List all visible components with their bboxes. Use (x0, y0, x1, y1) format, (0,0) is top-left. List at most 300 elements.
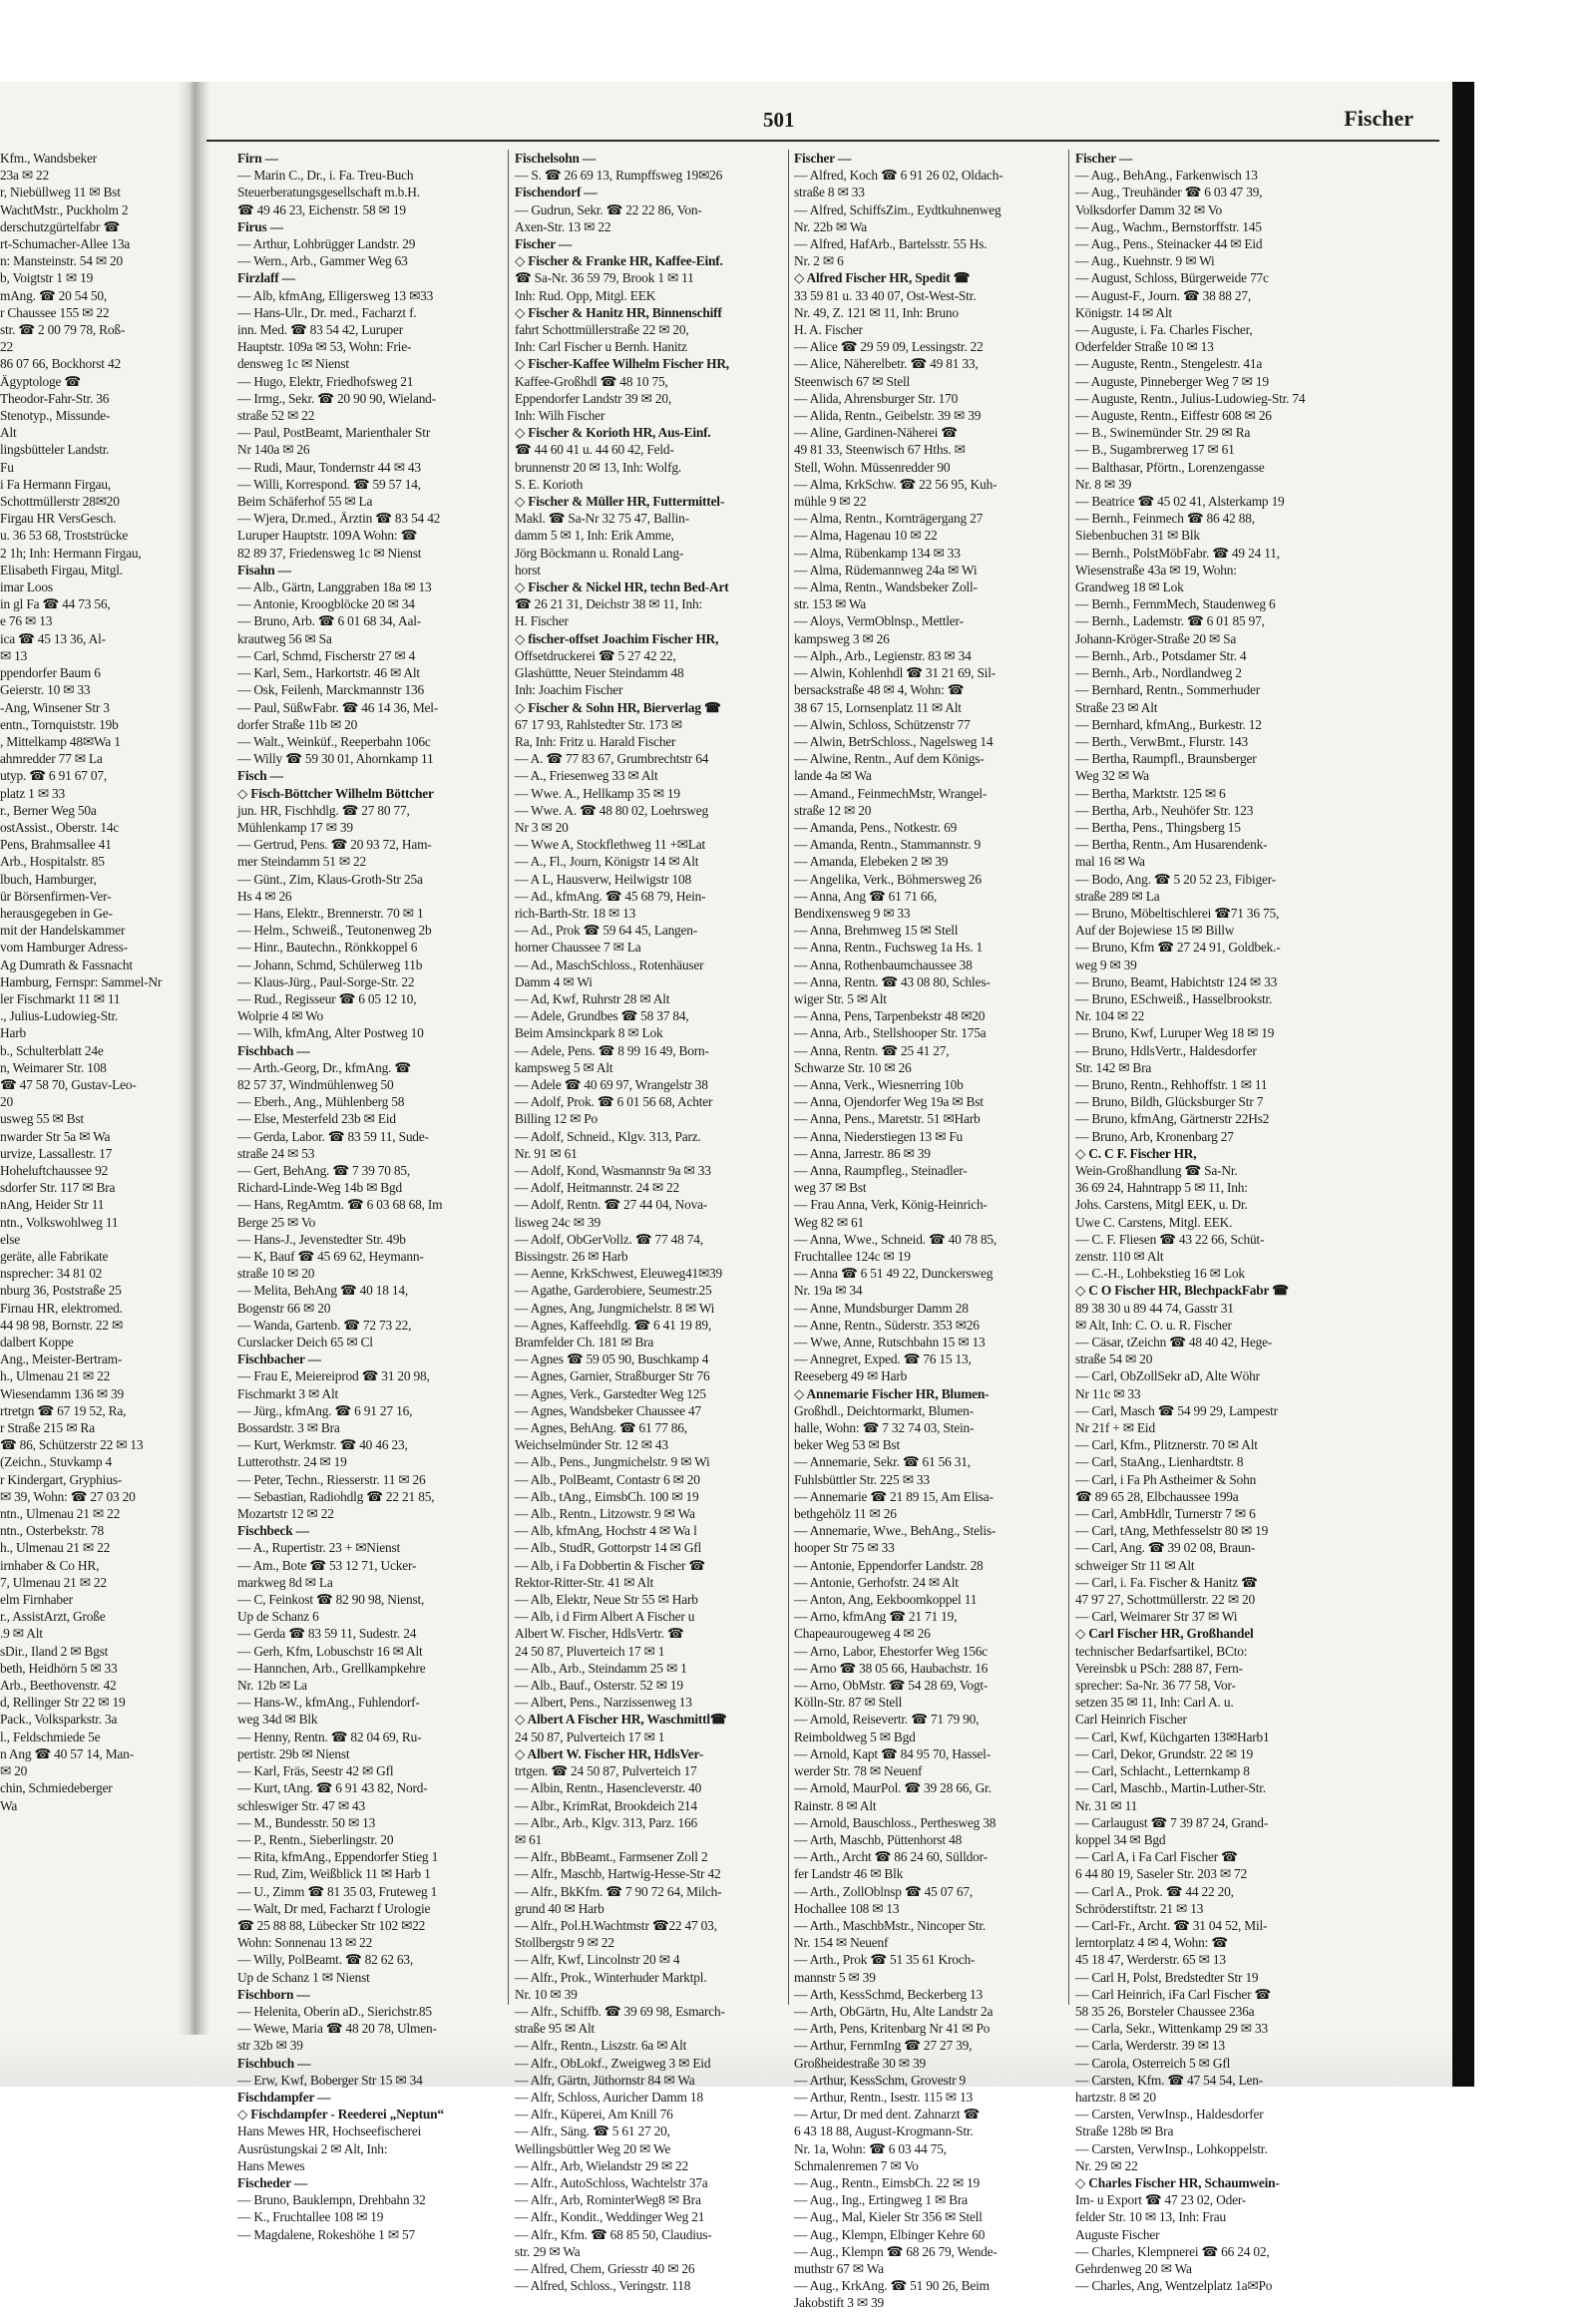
directory-entry-line: ◇ Albert W. Fischer HR, HdlsVer- (515, 1745, 704, 1761)
directory-entry-line: — Paul, SüßwFabr. ☎ 46 14 36, Mel- (237, 699, 439, 715)
directory-entry-line: — Bertha, Pens., Thingsberg 15 (1075, 819, 1241, 835)
directory-entry-line: Fuhlsbüttler Str. 225 ✉ 33 (794, 1471, 930, 1487)
directory-entry-line: r Chaussee 155 ✉ 22 (0, 304, 110, 320)
directory-entry-line: — Aug., Ing., Ertingweg 1 ✉ Bra (794, 2192, 968, 2208)
directory-entry-line: — Carl, i Fa Ph Astheimer & Sohn (1075, 1471, 1257, 1487)
directory-entry-line: Reimboldweg 5 ✉ Bgd (794, 1729, 916, 1744)
directory-entry-line: ica ☎ 45 13 36, Al- (0, 630, 106, 646)
directory-entry-line: lisweg 24c ✉ 39 (515, 1214, 600, 1230)
directory-entry-line: 24 50 87, Pulverteich 17 ✉ 1 (515, 1729, 665, 1744)
directory-entry-line: — C, Feinkost ☎ 82 90 98, Nienst, (237, 1592, 425, 1608)
directory-entry-line: Bossardstr. 3 ✉ Bra (237, 1420, 340, 1436)
directory-entry-line: ✉ 39, Wohn: ☎ 27 03 20 (0, 1488, 136, 1504)
running-title: Fischer (1344, 106, 1413, 131)
directory-entry-line: ◇ Fischer & Korioth HR, Aus-Einf. (515, 425, 711, 441)
directory-entry-line: — Helenita, Oberin aD., Sierichstr.85 (237, 2003, 432, 2019)
directory-entry-line: — Carl, Masch ☎ 54 99 29, Lampestr (1075, 1402, 1278, 1418)
directory-entry-line: Harb (0, 1025, 26, 1041)
directory-entry-line: 6 43 18 88, August-Krogmann-Str. (794, 2123, 974, 2139)
directory-entry-line: — Amanda, Elebeken 2 ✉ 39 (794, 854, 949, 870)
directory-entry-line: Glashüttte, Neuer Steindamm 48 (515, 665, 684, 681)
directory-entry-line: — Annemarie, Wwe., BehAng., Stelis- (794, 1523, 997, 1539)
directory-entry-line: Bendixensweg 9 ✉ 33 (794, 905, 911, 921)
directory-entry-line: Kaffee-Großhdl ☎ 48 10 75, (515, 373, 668, 389)
directory-entry-line: Volksdorfer Damm 32 ✉ Vo (1075, 201, 1223, 217)
directory-entry-line: Hs 4 ✉ 26 (237, 888, 292, 904)
directory-entry-line: chin, Schmiedeberger (0, 1780, 113, 1796)
directory-entry-line: — Aloys, VermOblnsp., Mettler- (794, 613, 964, 629)
directory-entry-line: — Ad., Prok ☎ 59 64 45, Langen- (515, 923, 698, 939)
directory-entry-line: straße 12 ✉ 20 (794, 802, 872, 818)
directory-entry-line: Schottmüllerstr 28✉20 (0, 494, 120, 510)
directory-entry-line: Mozartstr 12 ✉ 22 (237, 1506, 334, 1522)
directory-entry-line: — Günt., Zim, Klaus-Groth-Str 25a (237, 871, 423, 887)
directory-entry-line: sprecher: Sa-Nr. 36 77 58, Vor- (1075, 1678, 1236, 1694)
directory-entry-line: — Henny, Rentn. ☎ 82 04 69, Ru- (237, 1729, 422, 1744)
directory-entry-line: in gl Fa ☎ 44 73 56, (0, 596, 111, 612)
directory-entry-line: — Bernh., PolstMöbFabr. ☎ 49 24 11, (1075, 545, 1280, 561)
directory-entry-line: derschutzgürtelfabr ☎ (0, 218, 120, 234)
directory-entry-line: urvize, Lassallestr. 17 (0, 1145, 113, 1161)
column-divider (508, 150, 509, 2005)
directory-entry-line: — Bruno, Arb. ☎ 6 01 68 34, Aal- (237, 613, 421, 629)
directory-entry-line: Nr. 29 ✉ 22 (1075, 2157, 1138, 2173)
directory-entry-line: — Wern., Arb., Gammer Weg 63 (237, 253, 408, 269)
directory-entry-line: — Carl, AmbHdlr, Turnerstr 7 ✉ 6 (1075, 1506, 1256, 1522)
directory-entry-line: kampsweg 5 ✉ Alt (515, 1059, 613, 1075)
directory-entry-line: — Alma, Rüdemannweg 24a ✉ Wi (794, 562, 978, 578)
directory-entry-line: Curslacker Deich 65 ✉ Cl (237, 1335, 373, 1350)
directory-entry-line: inn. Med. ☎ 83 54 42, Luruper (237, 322, 403, 338)
directory-entry-line: — Alma, KrkSchw. ☎ 22 56 95, Kuh- (794, 476, 998, 492)
directory-entry-line: — Anna ☎ 6 51 49 22, Dunckersweg (794, 1266, 994, 1282)
directory-entry-line: — Alb., Arb., Steindamm 25 ✉ 1 (515, 1660, 687, 1676)
directory-entry-line: H. Fischer (515, 613, 569, 629)
directory-entry-line: — Paul, PostBeamt, Marienthaler Str (237, 425, 431, 441)
directory-entry-line: — Gudrun, Sekr. ☎ 22 22 86, Von- (515, 201, 702, 217)
directory-entry-line: — Carl H, Polst, Bredstedter Str 19 (1075, 1969, 1259, 1985)
directory-entry-line: — Klaus-Jürg., Paul-Sorge-Str. 22 (237, 973, 415, 989)
directory-entry-line: — Antonie, Gerhofstr. 24 ✉ Alt (794, 1574, 959, 1590)
directory-entry-line: — A., Friesenweg 33 ✉ Alt (515, 768, 658, 784)
directory-entry-line: — Am., Bote ☎ 53 12 71, Ucker- (237, 1557, 417, 1573)
directory-entry-line: ◇ Alfred Fischer HR, Spedit ☎ (794, 270, 971, 286)
directory-entry-line: — Bruno, Beamt, Habichtstr 124 ✉ 33 (1075, 973, 1278, 989)
directory-entry-line: Inh: Rud. Opp, Mitgl. EEK (515, 287, 656, 303)
directory-entry-line: — Alfr., BbBeamt., Farmsener Zoll 2 (515, 1849, 708, 1865)
directory-entry-line: — Agnes, Verk., Garstedter Weg 125 (515, 1385, 706, 1401)
directory-entry-line: 22 (0, 339, 13, 355)
directory-entry-line: — Alfr, Schloss, Auricher Damm 18 (515, 2089, 703, 2105)
directory-entry-line: Firnau HR, elektromed. (0, 1300, 123, 1316)
directory-entry-line: — Anna, Rentn. ☎ 43 08 80, Schles- (794, 973, 991, 989)
column-divider (788, 150, 789, 2005)
directory-entry-line: — Arth, Pens, Kritenbarg Nr 41 ✉ Po (794, 2021, 991, 2037)
directory-entry-line: — Alfr., AutoSchloss, Wachtelstr 37a (515, 2174, 708, 2190)
directory-entry-line: , Mittelkamp 48✉Wa 1 (0, 733, 121, 749)
directory-entry-line: — Bruno, Rentn., Rehhoffstr. 1 ✉ 11 (1075, 1076, 1268, 1092)
directory-entry-line: pertistr. 29b ✉ Nienst (237, 1745, 350, 1761)
directory-entry-line: — Bernh., Feinmech ☎ 86 42 88, (1075, 511, 1255, 527)
directory-entry-line: Wellingsbüttler Weg 20 ✉ We (515, 2140, 671, 2156)
directory-entry-line: — Charles, Klempnerei ☎ 66 24 02, (1075, 2243, 1270, 2259)
directory-entry-line: — Kurt, tAng. ☎ 6 91 43 82, Nord- (237, 1780, 428, 1796)
directory-entry-line: (Zeichn., Stuvkamp 4 (0, 1454, 113, 1470)
directory-entry-line: — Carl, Schlacht., Letternkamp 8 (1075, 1763, 1250, 1779)
directory-entry-line: — Alb., Gärtn, Langgraben 18a ✉ 13 (237, 579, 432, 595)
column-4 (1075, 150, 1343, 2294)
directory-entry-line: straße 54 ✉ 20 (1075, 1351, 1153, 1367)
directory-entry-line: utyp. ☎ 6 91 67 07, (0, 768, 107, 784)
directory-entry-line: — Carl, Kwf, Küchgarten 13✉Harb1 (1075, 1729, 1270, 1744)
directory-entry-line: 67 17 93, Rahlstedter Str. 173 ✉ (515, 716, 682, 732)
directory-entry-line: Nr. 19a ✉ 34 (794, 1283, 863, 1299)
directory-entry-line: Nr. 1a, Wohn: ☎ 6 03 44 75, (794, 2140, 947, 2156)
directory-entry-line: halle, Wohn: ☎ 7 32 74 03, Stein- (794, 1420, 975, 1436)
directory-entry-line: r., Berner Weg 50a (0, 802, 97, 818)
directory-entry-line: — Annemarie ☎ 21 89 15, Am Elisa- (794, 1488, 994, 1504)
directory-entry-line: — Alwin, Schloss, Schützenstr 77 (794, 716, 971, 732)
directory-entry-line: — Auguste, Rentn., Julius-Ludowieg-Str. 74 (1075, 390, 1306, 406)
directory-entry-line: — P., Rentn., Sieberlingstr. 20 (237, 1831, 394, 1847)
directory-entry-line: — Alice, Näherelbetr. ☎ 49 81 33, (794, 356, 979, 372)
directory-entry-line: — Artur, Dr med dent. Zahnarzt ☎ (794, 2107, 980, 2122)
directory-entry-line: Fischendorf — (515, 185, 598, 200)
directory-entry-line: ☎ 26 21 31, Deichstr 38 ✉ 11, Inh: (515, 596, 702, 612)
directory-entry-line: Schwarze Str. 10 ✉ 26 (794, 1059, 912, 1075)
directory-entry-line: — Carl, Kfm., Plitznerstr. 70 ✉ Alt (1075, 1437, 1258, 1453)
directory-entry-line: — Adolf, ObGerVollz. ☎ 77 48 74, (515, 1231, 703, 1247)
directory-entry-line: ◇ Fischer-Kaffee Wilhelm Fischer HR, (515, 356, 729, 372)
directory-entry-line: — Alfr., Prok., Winterhuder Marktpl. (515, 1969, 707, 1985)
directory-entry-line: Pens, Brahmsallee 41 (0, 837, 112, 853)
directory-entry-line: — Arth, Maschb, Püttenhorst 48 (794, 1831, 963, 1847)
directory-entry-line: — Anna, Jarrestr. 86 ✉ 39 (794, 1145, 931, 1161)
directory-entry-line: Rainstr. 8 ✉ Alt (794, 1797, 877, 1813)
directory-entry-line: — Carl, tAng, Methfesselstr 80 ✉ 19 (1075, 1523, 1269, 1539)
directory-entry-line: — A., Rupertistr. 23 + ✉Nienst (237, 1540, 401, 1556)
directory-entry-line: damm 5 ✉ 1, Inh: Erik Amme, (515, 528, 674, 544)
directory-entry-line: straße 52 ✉ 22 (237, 408, 315, 424)
directory-entry-line: — Alfr., BkKfm. ☎ 7 90 72 64, Milch- (515, 1883, 722, 1899)
directory-entry-line: — C. F. Fliesen ☎ 43 22 66, Schüt- (1075, 1231, 1265, 1247)
directory-entry-line: straße 10 ✉ 20 (237, 1266, 315, 1282)
directory-entry-line: hartzstr. 8 ✉ 20 (1075, 2089, 1156, 2105)
directory-entry-line: — Alma, Rentn., Kornträgergang 27 (794, 511, 984, 527)
directory-entry-line: — A. ☎ 77 83 67, Grumbrechtstr 64 (515, 751, 709, 767)
directory-entry-line: — Alfr., ObLokf., Zweigweg 3 ✉ Eid (515, 2055, 711, 2071)
directory-entry-line: — Bruno, Möbeltischlerei ☎71 36 75, (1075, 905, 1280, 921)
directory-entry-line: — K, Bauf ☎ 45 69 62, Heymann- (237, 1249, 424, 1264)
directory-entry-line: Firzlaff — (237, 270, 295, 286)
directory-entry-line: ◇ Fisch-Böttcher Wilhelm Böttcher (237, 785, 434, 801)
directory-entry-line: wiger Str. 5 ✉ Alt (794, 990, 887, 1006)
directory-entry-line: rtretgn ☎ 67 19 52, Ra, (0, 1402, 127, 1418)
directory-entry-line: str. ☎ 2 00 79 78, Roß- (0, 322, 126, 338)
directory-entry-line: — Alb., tAng., EimsbCh. 100 ✉ 19 (515, 1488, 699, 1504)
directory-entry-line: ◇ Annemarie Fischer HR, Blumen- (794, 1385, 990, 1401)
directory-entry-line: — Alph., Arb., Legienstr. 83 ✉ 34 (794, 647, 972, 663)
directory-entry-line: — Albr., Arb., Klgv. 313, Parz. 166 (515, 1814, 697, 1830)
directory-entry-line: — S. ☎ 26 69 13, Rumpffsweg 19✉26 (515, 168, 723, 184)
directory-entry-line: — Carl, ObZollSekr aD, Alte Wöhr (1075, 1368, 1260, 1384)
directory-entry-line: — Bernh., Arb., Potsdamer Str. 4 (1075, 647, 1247, 663)
directory-entry-line: ☎ Sa-Nr. 36 59 79, Brook 1 ✉ 11 (515, 270, 694, 286)
directory-entry-line: h., Ulmenau 21 ✉ 22 (0, 1368, 111, 1384)
directory-entry-line: — Arno ☎ 38 05 66, Haubachstr. 16 (794, 1660, 989, 1676)
directory-entry-line: weg 34d ✉ Blk (237, 1712, 318, 1728)
directory-entry-line: rt-Schumacher-Allee 13a (0, 236, 131, 252)
directory-entry-line: ler Fischmarkt 11 ✉ 11 (0, 990, 121, 1006)
directory-entry-line: ntn., Ulmenau 21 ✉ 22 (0, 1506, 121, 1522)
directory-entry-line: — Bertha, Arb., Neuhöfer Str. 123 (1075, 802, 1254, 818)
directory-entry-line: 20 (0, 1094, 13, 1110)
directory-entry-line: Hans Mewes HR, Hochseefischerei (237, 2123, 422, 2139)
directory-entry-line: straße 289 ✉ La (1075, 888, 1160, 904)
directory-entry-line: — Antonie, Eppendorfer Landstr. 28 (794, 1557, 984, 1573)
directory-entry-line: — Arnold, Kapt ☎ 84 95 70, Hassel- (794, 1745, 991, 1761)
directory-entry-line: 6 44 80 19, Saseler Str. 203 ✉ 72 (1075, 1866, 1247, 1882)
directory-entry-line: — Carl Heinrich, iFa Carl Fischer ☎ (1075, 1986, 1271, 2002)
directory-entry-line: ☎ 86, Schützerstr 22 ✉ 13 (0, 1437, 144, 1453)
directory-entry-line: ☎ 44 60 41 u. 44 60 42, Feld- (515, 442, 674, 458)
directory-entry-line: dalbert Koppe (0, 1335, 74, 1350)
directory-entry-line: — Hans, RegAmtm. ☎ 6 03 68 68, Im (237, 1197, 443, 1213)
directory-entry-line: ◇ Charles Fischer HR, Schaumwein- (1075, 2174, 1280, 2190)
directory-entry-line: — Arnold, Reisevertr. ☎ 71 79 90, (794, 1712, 980, 1728)
directory-entry-line: — Aug., Pens., Steinacker 44 ✉ Eid (1075, 236, 1263, 252)
directory-entry-line: else (0, 1231, 21, 1247)
directory-entry-line: — Anna, Arb., Stellshooper Str. 175a (794, 1025, 987, 1041)
directory-entry-line: — Aenne, KrkSchwest, Eleuweg41✉39 (515, 1266, 723, 1282)
directory-entry-line: Bramfelder Ch. 181 ✉ Bra (515, 1335, 654, 1350)
directory-entry-line: — Arno, Labor, Ehestorfer Weg 156c (794, 1643, 988, 1659)
directory-entry-line: — Agnes, Kaffeehdlg. ☎ 6 41 19 89, (515, 1317, 712, 1333)
directory-entry-line: — Wwe A, Stockflethweg 11 +✉Lat (515, 837, 706, 853)
directory-entry-line: Wein-Großhandlung ☎ Sa-Nr. (1075, 1162, 1238, 1178)
directory-entry-line: — Anna, Raumpfleg., Steinadler- (794, 1162, 968, 1178)
directory-entry-line: — Alfred, Koch ☎ 6 91 26 02, Oldach- (794, 168, 1003, 184)
directory-entry-line: — Gerda, Labor. ☎ 83 59 11, Sude- (237, 1128, 429, 1144)
directory-entry-line: — Anna, Niederstiegen 13 ✉ Fu (794, 1128, 964, 1144)
directory-entry-line: bersackstraße 48 ✉ 4, Wohn: ☎ (794, 682, 965, 698)
directory-entry-line: — Aug., BehAng., Farkenwisch 13 (1075, 168, 1258, 184)
directory-entry-line: ◇ Albert A Fischer HR, Waschmittl☎ (515, 1712, 727, 1728)
directory-entry-line: 58 35 26, Borsteler Chaussee 236a (1075, 2003, 1255, 2019)
directory-entry-line: Offsetdruckerei ☎ 5 27 42 22, (515, 647, 676, 663)
directory-entry-line: l., Feldschmiede 5e (0, 1729, 101, 1744)
directory-entry-line: Bogenstr 66 ✉ 20 (237, 1300, 331, 1316)
directory-entry-line: — K., Fruchtallee 108 ✉ 19 (237, 2209, 384, 2225)
directory-entry-line: Pack., Volksparkstr. 3a (0, 1712, 118, 1728)
column-1 (237, 150, 503, 2242)
directory-entry-line: — Aug., KrkAng. ☎ 51 90 26, Beim (794, 2278, 990, 2294)
directory-entry-line: horst (515, 562, 541, 578)
directory-entry-line: — Alfred, Chem, Griesstr 40 ✉ 26 (515, 2260, 695, 2276)
directory-entry-line: Lutterothstr. 24 ✉ 19 (237, 1454, 347, 1470)
directory-entry-line: mühle 9 ✉ 22 (794, 494, 867, 510)
directory-entry-line: — Anna, Rothenbaumchaussee 38 (794, 957, 973, 972)
directory-entry-line: — Agnes ☎ 59 05 90, Buschkamp 4 (515, 1351, 709, 1367)
directory-entry-line: Großhdl., Deichtormarkt, Blumen- (794, 1402, 974, 1418)
directory-entry-line: Fischdampfer — (237, 2089, 331, 2105)
directory-entry-line: straße 24 ✉ 53 (237, 1145, 315, 1161)
directory-entry-line: — Bernh., FernmMech, Staudenweg 6 (1075, 596, 1276, 612)
directory-entry-line: Fischer — (794, 151, 852, 166)
directory-entry-line: Fischbacher — (237, 1351, 321, 1367)
directory-entry-line: ◇ Fischer & Nickel HR, techn Bed-Art (515, 579, 729, 595)
directory-entry-line: — Auguste, Rentn., Eiffestr 608 ✉ 26 (1075, 408, 1272, 424)
directory-entry-line: Johs. Carstens, Mitgl EEK, u. Dr. (1075, 1197, 1248, 1213)
directory-entry-line: Fisch — (237, 768, 283, 784)
directory-entry-line: — Wilh, kfmAng, Alter Postweg 10 (237, 1025, 424, 1041)
directory-entry-line: lbuch, Hamburger, (0, 871, 97, 887)
directory-entry-line: Up de Schanz 6 (237, 1609, 319, 1625)
directory-entry-line: — Alfred, Schloss., Veringstr. 118 (515, 2278, 691, 2294)
directory-entry-line: Geierstr. 10 ✉ 33 (0, 682, 91, 698)
directory-entry-line: 2 1h; Inh: Hermann Firgau, (0, 545, 142, 561)
directory-entry-line: — Rudi, Maur, Tondernstr 44 ✉ 43 (237, 459, 421, 475)
directory-entry-line: — Erw, Kwf, Boberger Str 15 ✉ 34 (237, 2072, 423, 2088)
directory-entry-line: 7, Ulmenau 21 ✉ 22 (0, 1574, 107, 1590)
directory-entry-line: — Anna, Wwe., Schneid. ☎ 40 78 85, (794, 1231, 998, 1247)
directory-entry-line: nwarder Str 5a ✉ Wa (0, 1128, 111, 1144)
directory-entry-line: Hamburg, Fernspr: Sammel-Nr (0, 973, 163, 989)
directory-entry-line: dorfer Straße 11b ✉ 20 (237, 716, 358, 732)
directory-entry-line: rich-Barth-Str. 18 ✉ 13 (515, 905, 636, 921)
directory-entry-line: — Carla, Sekr., Wittenkamp 29 ✉ 33 (1075, 2021, 1268, 2037)
directory-entry-line: Eppendorfer Landstr 39 ✉ 20, (515, 390, 671, 406)
directory-entry-line: — Bernhard, Rentn., Sommerhuder (1075, 682, 1260, 698)
directory-entry-line: — Alb, i d Firm Albert A Fischer u (515, 1609, 695, 1625)
directory-entry-line: Fruchtallee 124c ✉ 19 (794, 1249, 911, 1264)
directory-entry-line: — Annegret, Exped. ☎ 76 15 13, (794, 1351, 972, 1367)
directory-entry-line: — Anna, Pens., Maretstr. 51 ✉Harb (794, 1111, 981, 1127)
directory-entry-line: sdorfer Str. 117 ✉ Bra (0, 1180, 116, 1196)
directory-entry-line: — Peter, Techn., Riesserstr. 11 ✉ 26 (237, 1471, 426, 1487)
directory-entry-line: nsprecher: 34 81 02 (0, 1266, 103, 1282)
directory-entry-line: schweiger Str 11 ✉ Alt (1075, 1557, 1195, 1573)
left-page-column (0, 150, 168, 2035)
directory-entry-line: — Wjera, Dr.med., Ärztin ☎ 83 54 42 (237, 511, 441, 527)
directory-entry-line: Weichselmünder Str. 12 ✉ 43 (515, 1437, 668, 1453)
directory-entry-line: — Gertrud, Pens. ☎ 20 93 72, Ham- (237, 837, 432, 853)
directory-entry-line: Gehrdenweg 20 ✉ Wa (1075, 2260, 1192, 2276)
directory-entry-line: — Auguste, Pinneberger Weg 7 ✉ 19 (1075, 373, 1269, 389)
directory-entry-line: r Kindergart, Gryphius- (0, 1471, 122, 1487)
directory-entry-line: Makl. ☎ Sa-Nr 32 75 47, Ballin- (515, 511, 689, 527)
directory-entry-line: — Irmg., Sekr. ☎ 20 90 90, Wieland- (237, 390, 436, 406)
directory-entry-line: ostAssist., Oberstr. 14c (0, 819, 120, 835)
directory-entry-line: Fischbeck — (237, 1523, 309, 1539)
directory-entry-line: — Carl-Fr., Archt. ☎ 31 04 52, Mil- (1075, 1917, 1268, 1933)
directory-entry-line: — Alwin, Kohlenhdl ☎ 31 21 69, Sil- (794, 665, 996, 681)
directory-entry-line: — Anne, Rentn., Süderstr. 353 ✉26 (794, 1317, 980, 1333)
directory-entry-line: lerntorplatz 4 ✉ 4, Wohn: ☎ (1075, 1935, 1228, 1951)
directory-entry-line: — Frau Anna, Verk, König-Heinrich- (794, 1197, 988, 1213)
directory-entry-line: nAng, Heider Str 11 (0, 1197, 105, 1213)
directory-entry-line: Im- u Export ☎ 47 23 02, Oder- (1075, 2192, 1247, 2208)
directory-entry-line: — Arth, ObGärtn, Hu, Alte Landstr 2a (794, 2003, 994, 2019)
directory-entry-line: Steenwisch 67 ✉ Stell (794, 373, 910, 389)
directory-entry-line: lingsbütteler Landstr. (0, 442, 110, 458)
header-rule (206, 140, 1439, 142)
directory-entry-line: — Carl, Maschb., Martin-Luther-Str. (1075, 1780, 1266, 1796)
directory-entry-line: Auf der Bojewiese 15 ✉ Billw (1075, 923, 1235, 939)
directory-entry-line: — Carl, StaAng., Lienhardtstr. 8 (1075, 1454, 1244, 1470)
directory-entry-line: — Arth., MaschbMstr., Nincoper Str. (794, 1917, 986, 1933)
directory-entry-line: — Alfr, Gärtn, Jüthornstr 84 ✉ Wa (515, 2072, 695, 2088)
directory-entry-line: Nr. 12b ✉ La (237, 1678, 307, 1694)
directory-entry-line: — Alma, Rentn., Wandsbeker Zoll- (794, 579, 978, 595)
directory-entry-line: fahrt Schottmüllerstraße 22 ✉ 20, (515, 322, 689, 338)
directory-entry-line: kampsweg 3 ✉ 26 (794, 630, 890, 646)
directory-entry-line: Uwe C. Carstens, Mitgl. EEK. (1075, 1214, 1233, 1230)
directory-entry-line: Luruper Hauptstr. 109A Wohn: ☎ (237, 528, 418, 544)
directory-entry-line: Inh: Wilh Fischer (515, 408, 605, 424)
directory-entry-line: entn., Tornquiststr. 19b (0, 716, 119, 732)
directory-entry-line: ◇ Fischer & Hanitz HR, Binnenschiff (515, 304, 722, 320)
directory-entry-line: — Arnold, Bauschloss., Perthesweg 38 (794, 1814, 997, 1830)
directory-entry-line: — Ad, Kwf, Ruhrstr 28 ✉ Alt (515, 990, 670, 1006)
directory-entry-line: ☎ 47 58 70, Gustav-Leo- (0, 1076, 137, 1092)
directory-entry-line: -Ang, Winsener Str 3 (0, 699, 110, 715)
directory-entry-line: — Alb, i Fa Dobbertin & Fischer ☎ (515, 1557, 705, 1573)
directory-entry-line: Fischer — (515, 236, 573, 252)
directory-entry-line: werder Str. 78 ✉ Neuenf (794, 1763, 923, 1779)
directory-entry-line: — Arthur, FernmIng ☎ 27 27 39, (794, 2038, 973, 2054)
directory-entry-line: fer Landstr 46 ✉ Blk (794, 1866, 904, 1882)
directory-entry-line: — Charles, Ang, Wentzelplatz 1a✉Po (1075, 2278, 1273, 2294)
directory-entry-line: n: Mansteinstr. 54 ✉ 20 (0, 253, 124, 269)
directory-entry-line: — Anna, Verk., Wiesnerring 10b (794, 1076, 964, 1092)
directory-entry-line: ., Julius-Ludowieg-Str. (0, 1008, 119, 1024)
directory-entry-line: Beim Amsinckpark 8 ✉ Lok (515, 1025, 663, 1041)
directory-entry-line: Rektor-Ritter-Str. 41 ✉ Alt (515, 1574, 654, 1590)
directory-entry-line: beth, Heidhörn 5 ✉ 33 (0, 1660, 118, 1676)
directory-entry-line: geräte, alle Fabrikate (0, 1249, 109, 1264)
directory-entry-line: weg 9 ✉ 39 (1075, 957, 1137, 972)
directory-entry-line: Mühlenkamp 17 ✉ 39 (237, 819, 353, 835)
directory-entry-line: WachtMstr., Puckholm 2 (0, 201, 129, 217)
directory-entry-line: — Gerh, Kfm, Lobuschstr 16 ✉ Alt (237, 1643, 423, 1659)
directory-entry-line: Straße 128b ✉ Bra (1075, 2123, 1174, 2139)
directory-entry-line: Steuerberatungsgesellschaft m.b.H. (237, 185, 420, 200)
directory-entry-line: schleswiger Str. 47 ✉ 43 (237, 1797, 366, 1813)
directory-entry-line: trtgen. ☎ 24 50 87, Pulverteich 17 (515, 1763, 697, 1779)
directory-entry-line: — Angelika, Verk., Böhmersweg 26 (794, 871, 982, 887)
directory-entry-line: Inh: Joachim Fischer (515, 682, 623, 698)
directory-entry-line: 45 18 47, Werderstr. 65 ✉ 13 (1075, 1952, 1226, 1968)
directory-entry-line: mAng. ☎ 20 54 50, (0, 287, 108, 303)
directory-entry-line: — Adolf, Heitmannstr. 24 ✉ 22 (515, 1180, 679, 1196)
scan-edge-band (1452, 82, 1474, 2087)
directory-entry-line: — M., Bundesstr. 50 ✉ 13 (237, 1814, 376, 1830)
directory-entry-line: — Anna, Ang ☎ 61 71 66, (794, 888, 938, 904)
directory-entry-line: Weg 82 ✉ 61 (794, 1214, 865, 1230)
directory-entry-line: — Ad., MaschSchloss., Rotenhäuser (515, 957, 704, 972)
directory-entry-line: — Karl, Sem., Harkortstr. 46 ✉ Alt (237, 665, 420, 681)
directory-entry-line: — Carola, Osterreich 5 ✉ Gfl (1075, 2055, 1231, 2071)
directory-entry-line: Carl Heinrich Fischer (1075, 1712, 1187, 1728)
directory-entry-line: — Jürg., kfmAng. ☎ 6 91 27 16, (237, 1402, 413, 1418)
directory-entry-line: Straße 23 ✉ Alt (1075, 699, 1158, 715)
directory-entry-line: Str. 142 ✉ Bra (1075, 1059, 1152, 1075)
directory-entry-line: — Bruno, Arb, Kronenbarg 27 (1075, 1128, 1234, 1144)
directory-entry-line: Königstr. 14 ✉ Alt (1075, 304, 1172, 320)
directory-entry-line: — Cäsar, tZeichn ☎ 48 40 42, Hege- (1075, 1335, 1273, 1350)
directory-entry-line: — Bruno, Kwf, Luruper Weg 18 ✉ 19 (1075, 1025, 1275, 1041)
